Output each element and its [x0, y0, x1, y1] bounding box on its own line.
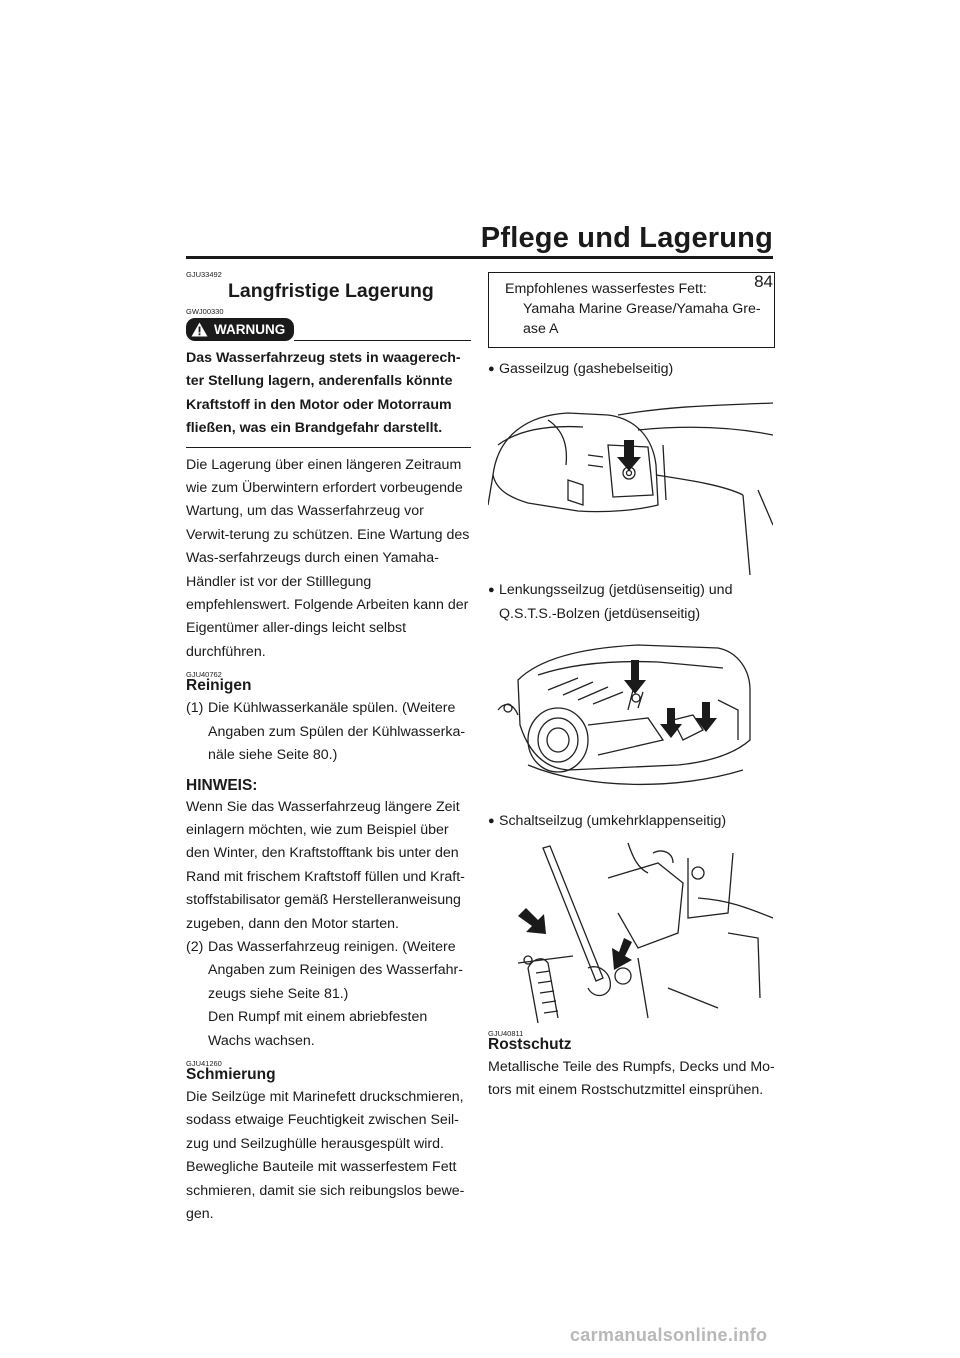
grease-label: Empfohlenes wasserfestes Fett:	[505, 281, 707, 297]
section-title: Langfristige Lagerung	[228, 280, 434, 302]
schmierung-text: Die Seilzüge mit Marinefett druckschmieren, sodass etwaige Feuchtigkeit zwischen Seil-zug und Seilzughülle herausgespült wird. Bewegliche Bauteile mit wasserfestem Fett schmieren, damit sie sich reibungslos bewe-gen.	[186, 1088, 465, 1222]
shift-cable-illustration	[488, 838, 773, 1023]
section-code: GJU33492	[186, 270, 222, 279]
step-2	[186, 936, 471, 1006]
page-title: Pflege und Lagerung	[480, 222, 773, 254]
intro-paragraph: Die Lagerung über einen längeren Zeitraum wie zum Überwintern erfordert vorbeugende Wartung, um das Wasserfahrzeug vor Verwit-terung zu schützen. Eine Wartung des Was-serfahrzeugs durch einen Yamaha-Händler ist vor der Stilllegung empfehlenswert. Folgende Arbeiten kann der Eigentümer aller-dings leicht selbst durchführen.	[186, 456, 470, 660]
step-1-text: Die Kühlwasserkanäle spülen. (Weitere Angaben zum Spülen der Kühlwasserka-näle siehe Seite 80.)	[208, 700, 466, 764]
bullet-throttle-text: Gasseilzug (gashebelseitig)	[499, 361, 674, 377]
reinigen-title: Reinigen	[186, 677, 252, 695]
step-1	[186, 697, 471, 767]
rostschutz-code: GJU40811	[488, 1028, 524, 1038]
step-2-continuation: Den Rumpf mit einem abriebfesten Wachs wachsen.	[208, 1009, 428, 1049]
warning-badge	[186, 318, 294, 341]
warning-header	[186, 318, 471, 341]
warning-triangle-icon	[191, 322, 208, 337]
bullet-shift-cable	[488, 810, 775, 833]
hinweis-title: HINWEIS:	[186, 776, 258, 794]
reinigen-code: GJU40762	[186, 670, 222, 680]
schmierung-code: GJU41260	[186, 1058, 222, 1068]
rostschutz-text: Metallische Teile des Rumpfs, Decks und Mo-tors mit einem Rostschutzmittel einsprühen.	[488, 1058, 775, 1099]
step-2-number: (2)	[186, 938, 204, 955]
left-column	[186, 270, 471, 1226]
throttle-cable-illustration	[488, 385, 773, 575]
schmierung-title: Schmierung	[186, 1065, 276, 1083]
watermark-text: carmanualsonline.info	[570, 1325, 768, 1345]
bullet-icon: ●	[488, 815, 495, 828]
step-2-text: Das Wasserfahrzeug reinigen. (Weitere Angaben zum Reinigen des Wasserfahr-zeugs siehe Seite 81.)	[208, 938, 463, 1002]
bullet-shift-text: Schaltseilzug (umkehrklappenseitig)	[499, 813, 727, 830]
warning-rule	[294, 340, 471, 341]
right-column	[488, 270, 775, 1102]
step-1-number: (1)	[186, 700, 204, 717]
warning-code: GWJ00330	[186, 307, 224, 316]
warning-label: WARNUNG	[214, 322, 286, 337]
hinweis-text: Wenn Sie das Wasserfahrzeug längere Zeit einlagern möchten, wie zum Beispiel über den Winter, den Kraftstofftank bis unter den Rand mit frischem Kraftstoff füllen und Kraft-stoffstabilisator gemäß Herstelleranweisung zugeben, dann den Motor starten.	[186, 798, 465, 932]
bullet-steering-text: Lenkungsseilzug (jetdüsenseitig) und Q.S.T.S.-Bolzen (jetdüsenseitig)	[499, 582, 733, 622]
grease-recommendation-box	[488, 272, 775, 348]
grease-value: Yamaha Marine Grease/Yamaha Gre-ase A	[523, 301, 761, 337]
page-number: 84	[754, 272, 773, 291]
bullet-icon: ●	[488, 363, 495, 375]
rostschutz-title: Rostschutz	[488, 1035, 572, 1053]
bullet-steering-cable	[488, 579, 775, 626]
warning-text: Das Wasserfahrzeug stets in waagerech-ter Stellung lagern, anderenfalls könnte Kraftstoff in den Motor oder Motorraum fließen, was ein Brandgefahr darstellt.	[186, 341, 471, 448]
bullet-icon: ●	[488, 584, 495, 597]
header-rule	[186, 256, 773, 259]
steering-cable-illustration	[488, 630, 773, 800]
bullet-throttle-cable	[488, 358, 775, 381]
